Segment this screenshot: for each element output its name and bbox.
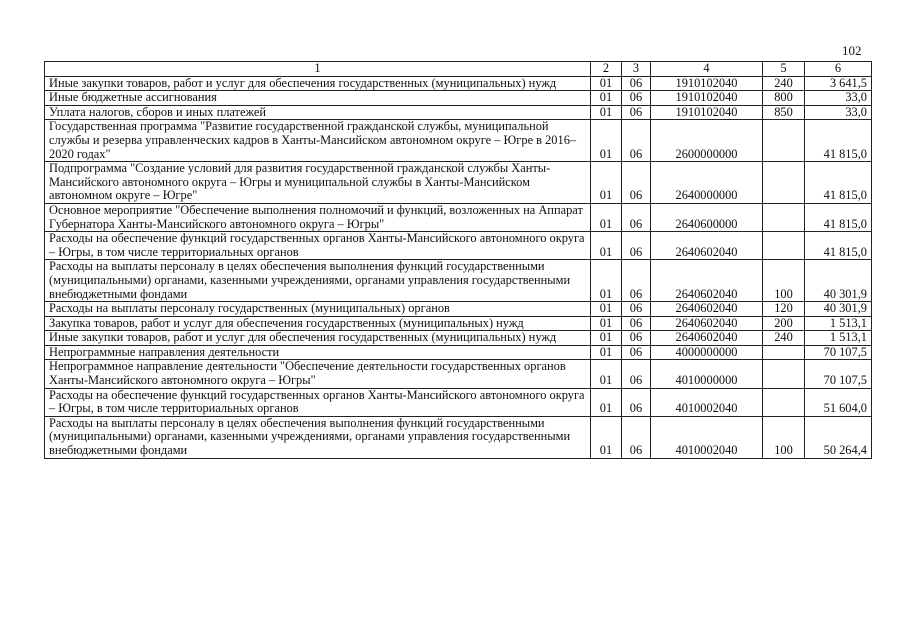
cell-amount: 40 301,9 — [805, 260, 872, 302]
cell-expense-type: 100 — [763, 260, 805, 302]
cell-subsection: 06 — [622, 91, 651, 106]
table-row — [45, 260, 872, 302]
cell-expense-type — [763, 345, 805, 360]
header-col-target-article: 4 — [651, 62, 763, 77]
cell-amount: 41 815,0 — [805, 232, 872, 260]
cell-description: Расходы на выплаты персоналу государственных (муниципальных) органов — [45, 302, 591, 317]
header-col-subsection: 3 — [622, 62, 651, 77]
cell-amount: 33,0 — [805, 91, 872, 106]
cell-description: Закупка товаров, работ и услуг для обеспечения государственных (муниципальных) нужд — [45, 316, 591, 331]
cell-description: Иные бюджетные ассигнования — [45, 91, 591, 106]
cell-amount: 33,0 — [805, 105, 872, 120]
cell-subsection: 06 — [622, 76, 651, 91]
cell-amount: 3 641,5 — [805, 76, 872, 91]
header-col-description: 1 — [45, 62, 591, 77]
cell-section: 01 — [591, 316, 622, 331]
cell-amount: 70 107,5 — [805, 360, 872, 388]
cell-target-article: 2640602040 — [651, 316, 763, 331]
cell-subsection: 06 — [622, 232, 651, 260]
cell-description: Подпрограмма "Создание условий для развития государственной гражданской службы Ханты-Мансийского автономного округа – Югры и муниципальной службы в Ханты-Мансийском автономном округе – Югре" — [45, 162, 591, 204]
table-row — [45, 120, 872, 162]
header-col-section: 2 — [591, 62, 622, 77]
table-row — [45, 331, 872, 346]
cell-target-article: 2640602040 — [651, 260, 763, 302]
cell-expense-type — [763, 360, 805, 388]
cell-subsection: 06 — [622, 316, 651, 331]
cell-description: Непрограммные направления деятельности — [45, 345, 591, 360]
table-row — [45, 91, 872, 106]
cell-target-article: 2640000000 — [651, 162, 763, 204]
cell-expense-type — [763, 203, 805, 231]
cell-section: 01 — [591, 162, 622, 204]
cell-target-article: 4010000000 — [651, 360, 763, 388]
table-row — [45, 162, 872, 204]
cell-expense-type: 120 — [763, 302, 805, 317]
table-row — [45, 302, 872, 317]
cell-target-article: 1910102040 — [651, 91, 763, 106]
cell-section: 01 — [591, 232, 622, 260]
table-row — [45, 345, 872, 360]
cell-section: 01 — [591, 331, 622, 346]
cell-section: 01 — [591, 302, 622, 317]
cell-target-article: 1910102040 — [651, 105, 763, 120]
page-number: 102 — [842, 43, 862, 58]
cell-subsection: 06 — [622, 162, 651, 204]
cell-target-article: 2600000000 — [651, 120, 763, 162]
cell-target-article: 4000000000 — [651, 345, 763, 360]
cell-subsection: 06 — [622, 360, 651, 388]
cell-amount: 41 815,0 — [805, 120, 872, 162]
cell-description: Уплата налогов, сборов и иных платежей — [45, 105, 591, 120]
cell-amount: 1 513,1 — [805, 316, 872, 331]
cell-amount: 41 815,0 — [805, 203, 872, 231]
table-body — [45, 76, 872, 458]
cell-expense-type — [763, 388, 805, 416]
cell-subsection: 06 — [622, 120, 651, 162]
cell-description: Расходы на обеспечение функций государственных органов Ханты-Мансийского автономного округа – Югры, в том числе территориальных органов — [45, 232, 591, 260]
cell-section: 01 — [591, 416, 622, 458]
table-row — [45, 76, 872, 91]
cell-expense-type — [763, 162, 805, 204]
cell-description: Расходы на выплаты персоналу в целях обеспечения выполнения функций государственными (муниципальными) органами, казенными учреждениями, органами управления государственными внебюджетными фондами — [45, 416, 591, 458]
header-col-expense-type: 5 — [763, 62, 805, 77]
cell-subsection: 06 — [622, 416, 651, 458]
cell-target-article: 2640602040 — [651, 302, 763, 317]
cell-amount: 40 301,9 — [805, 302, 872, 317]
cell-target-article: 4010002040 — [651, 416, 763, 458]
cell-section: 01 — [591, 203, 622, 231]
cell-expense-type: 800 — [763, 91, 805, 106]
cell-subsection: 06 — [622, 203, 651, 231]
cell-expense-type: 240 — [763, 76, 805, 91]
cell-subsection: 06 — [622, 388, 651, 416]
table-row — [45, 388, 872, 416]
cell-subsection: 06 — [622, 260, 651, 302]
table-row — [45, 316, 872, 331]
cell-amount: 50 264,4 — [805, 416, 872, 458]
cell-section: 01 — [591, 260, 622, 302]
cell-description: Иные закупки товаров, работ и услуг для обеспечения государственных (муниципальных) нужд — [45, 76, 591, 91]
cell-amount: 51 604,0 — [805, 388, 872, 416]
cell-expense-type — [763, 232, 805, 260]
header-col-amount: 6 — [805, 62, 872, 77]
cell-subsection: 06 — [622, 345, 651, 360]
table-row — [45, 105, 872, 120]
cell-target-article: 1910102040 — [651, 76, 763, 91]
table-row — [45, 416, 872, 458]
table-header-row — [45, 62, 872, 77]
cell-description: Государственная программа "Развитие государственной гражданской службы, муниципальной службы и резерва управленческих кадров в Ханты-Мансийском автономном округе – Югре в 2016–2020 годах" — [45, 120, 591, 162]
cell-expense-type: 240 — [763, 331, 805, 346]
cell-section: 01 — [591, 360, 622, 388]
cell-expense-type — [763, 120, 805, 162]
cell-amount: 70 107,5 — [805, 345, 872, 360]
cell-amount: 41 815,0 — [805, 162, 872, 204]
cell-subsection: 06 — [622, 105, 651, 120]
cell-amount: 1 513,1 — [805, 331, 872, 346]
cell-section: 01 — [591, 388, 622, 416]
cell-description: Иные закупки товаров, работ и услуг для обеспечения государственных (муниципальных) нужд — [45, 331, 591, 346]
cell-description: Расходы на выплаты персоналу в целях обеспечения выполнения функций государственными (муниципальными) органами, казенными учреждениями, органами управления государственными внебюджетными фондами — [45, 260, 591, 302]
table-row — [45, 203, 872, 231]
cell-subsection: 06 — [622, 302, 651, 317]
cell-expense-type: 200 — [763, 316, 805, 331]
cell-section: 01 — [591, 91, 622, 106]
cell-section: 01 — [591, 120, 622, 162]
cell-target-article: 4010002040 — [651, 388, 763, 416]
cell-description: Расходы на обеспечение функций государственных органов Ханты-Мансийского автономного округа – Югры, в том числе территориальных органов — [45, 388, 591, 416]
cell-description: Непрограммное направление деятельности "Обеспечение деятельности государственных органов Ханты-Мансийского автономного округа – Югры" — [45, 360, 591, 388]
cell-section: 01 — [591, 345, 622, 360]
budget-table — [44, 61, 872, 459]
cell-description: Основное мероприятие "Обеспечение выполнения полномочий и функций, возложенных на Аппарат Губернатора Ханты-Мансийского автономного округа – Югры" — [45, 203, 591, 231]
cell-subsection: 06 — [622, 331, 651, 346]
cell-target-article: 2640602040 — [651, 331, 763, 346]
cell-section: 01 — [591, 76, 622, 91]
cell-section: 01 — [591, 105, 622, 120]
table-row — [45, 232, 872, 260]
cell-expense-type: 850 — [763, 105, 805, 120]
cell-target-article: 2640602040 — [651, 232, 763, 260]
table-row — [45, 360, 872, 388]
cell-target-article: 2640600000 — [651, 203, 763, 231]
cell-expense-type: 100 — [763, 416, 805, 458]
